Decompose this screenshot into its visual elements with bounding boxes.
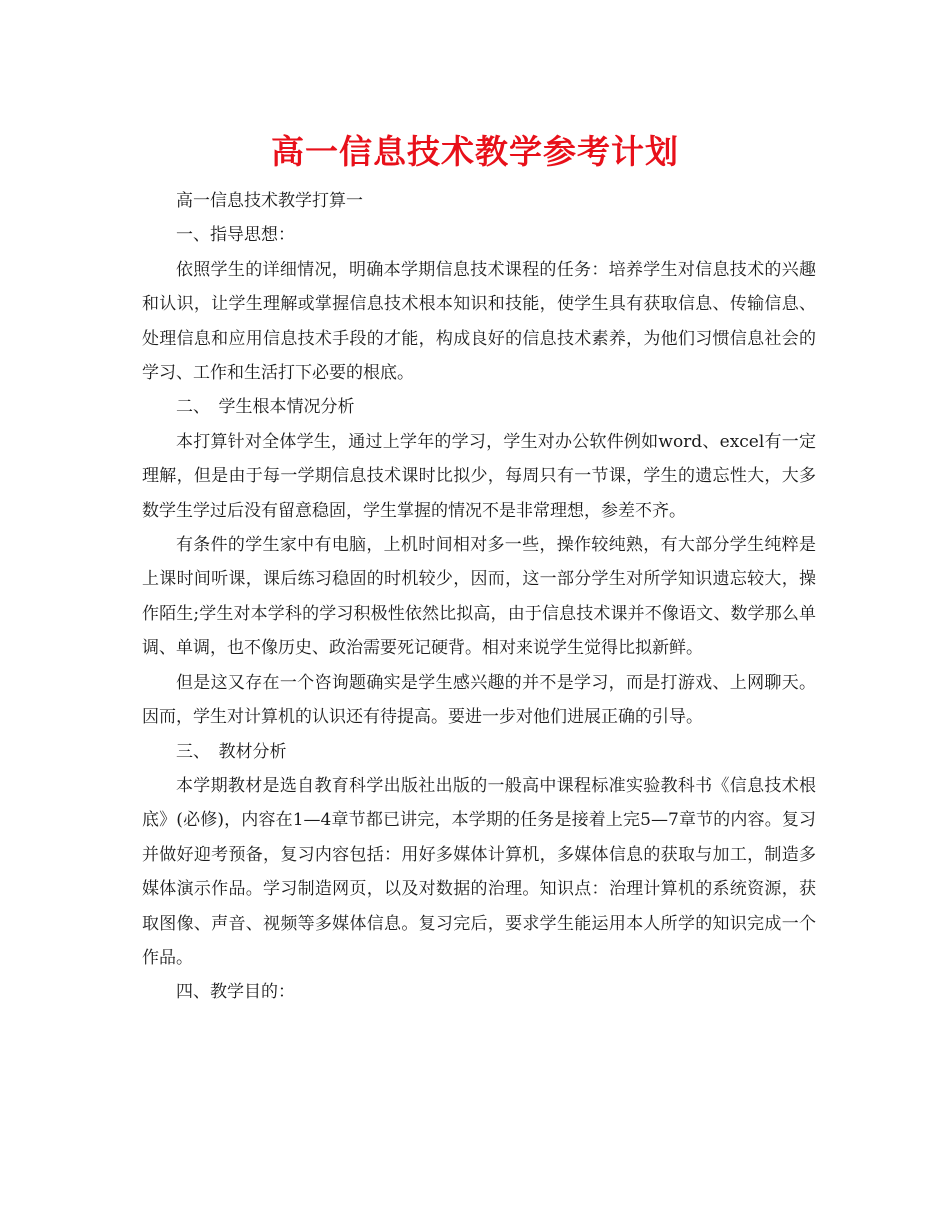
section-heading-teaching-goals: 四、教学目的：	[176, 982, 295, 1003]
document-body	[142, 184, 816, 1010]
paragraph-guiding-thought: 依照学生的详细情况，明确本学期信息技术课程的任务：培养学生对信息技术的兴趣和认识，让学生理解或掌握信息技术根本知识和技能，使学生具有获取信息、传输信息、处理信息和应用信息技术手段的才能，构成良好的信息技术素养，为他们习惯信息社会的学习、工作和生活打下必要的根底。	[142, 259, 816, 384]
document-title: 高一信息技术教学参考计划	[271, 132, 679, 171]
section-heading-textbook-analysis: 三、 教材分析	[176, 741, 287, 762]
paragraph-student-analysis-2: 有条件的学生家中有电脑，上机时间相对多一些，操作较纯熟，有大部分学生纯粹是上课时间听课，课后练习稳固的时机较少，因而，这一部分学生对所学知识遗忘较大，操作陌生;学生对本学科的学习积极性依然比拟高，由于信息技术课并不像语文、数学那么单调、单调，也不像历史、政治需要死记硬背。相对来说学生觉得比拟新鲜。	[142, 535, 816, 659]
subtitle-paragraph: 高一信息技术教学打算一	[176, 191, 363, 211]
section-heading-student-analysis: 二、 学生根本情况分析	[176, 397, 355, 418]
paragraph-student-analysis-3: 但是这又存在一个咨询题确实是学生感兴趣的并不是学习，而是打游戏、上网聊天。因而，学生对计算机的认识还有待提高。要进一步对他们进展正确的引导。	[142, 672, 816, 728]
section-heading-guiding-thought: 一、指导思想：	[176, 225, 295, 246]
paragraph-textbook-analysis: 本学期教材是选自教育科学出版社出版的一般高中课程标准实验教科书《信息技术根底》(必修)，内容在1—4章节都已讲完，本学期的任务是接着上完5—7章节的内容。复习并做好迎考预备，复习内容包括：用好多媒体计算机，多媒体信息的获取与加工，制造多媒体演示作品。学习制造网页，以及对数据的治理。知识点：治理计算机的系统资源，获取图像、声音、视频等多媒体信息。复习完后，要求学生能运用本人所学的知识完成一个作品。	[142, 775, 816, 968]
paragraph-student-analysis-1: 本打算针对全体学生，通过上学年的学习，学生对办公软件例如word、excel有一定理解，但是由于每一学期信息技术课时比拟少，每周只有一节课，学生的遗忘性大，大多数学生学过后没有留意稳固，学生掌握的情况不是非常理想，参差不齐。	[142, 431, 816, 521]
